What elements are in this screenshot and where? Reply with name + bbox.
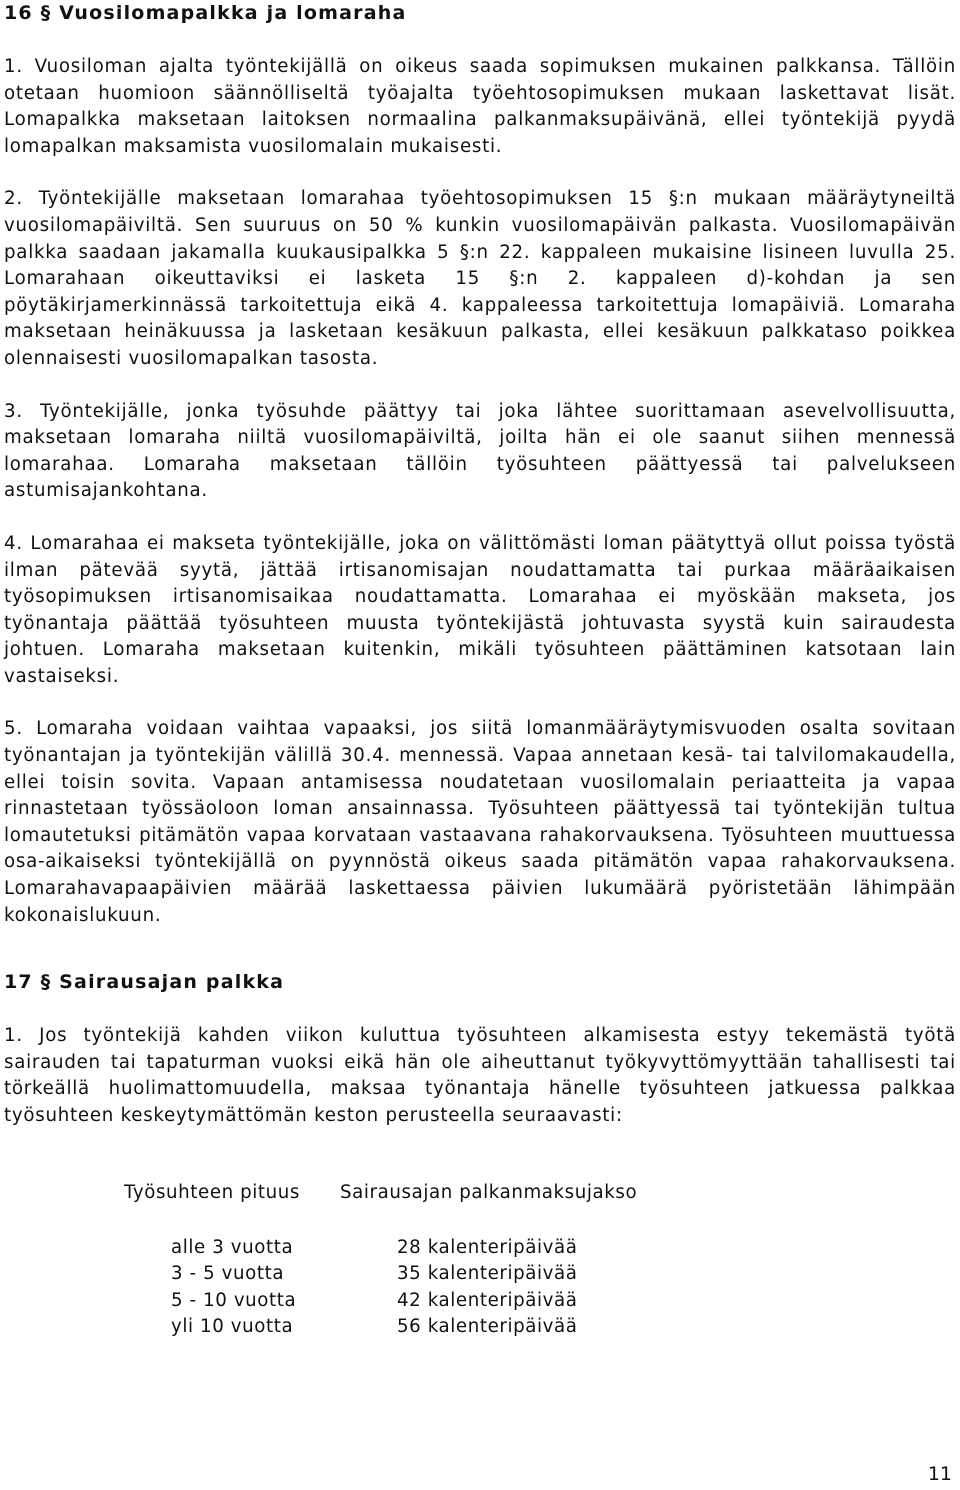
sick-pay-table-body [4, 1235, 956, 1341]
sick-pay-table [4, 1180, 956, 1341]
table-row [4, 1314, 956, 1341]
section-16-paragraph-5: 5. Lomaraha voidaan vaihtaa vapaaksi, jos siitä lomanmääräytymisvuoden osalta sovitaan työnantajan ja työntekijän välillä 30.4. mennessä. Vapaa annetaan kesä- tai talvilomakaudella, ellei toisin sovita. Vapaan antamisessa noudatetaan vuosilomalain periaatteita ja vapaa rinnastetaan työssäoloon loman ansainnassa. Työsuhteen päättyessä tai työntekijän tultua lomautetuksi pitämätön vapaa korvataan vastaavana rahakorvauksena. Työsuhteen muuttuessa osa-aikaiseksi työntekijällä on pyynnöstä oikeus saada pitämätön vapaa rahakorvauksena. Lomarahavapaapäivien määrää laskettaessa päivien lukumäärä pyöristetään lähimpään kokonaislukuun. [4, 718, 956, 926]
column-header-pay-period: Sairausajan palkanmaksujakso [340, 1181, 638, 1203]
table-row [4, 1288, 956, 1315]
pay-period-cell: 35 kalenteripäivää [397, 1263, 578, 1285]
section-16 [4, 0, 956, 929]
employment-length-cell: alle 3 vuotta [171, 1236, 294, 1258]
table-row [4, 1261, 956, 1288]
column-header-employment-length: Työsuhteen pituus [124, 1181, 300, 1203]
page-number: 11 [927, 1463, 952, 1485]
section-16-paragraph-4: 4. Lomarahaa ei makseta työntekijälle, joka on välittömästi loman päätyttyä ollut poissa työstä ilman pätevää syytä, jättää irtisanomisajan noudattamatta tai purkaa määräaikaisen työsopimuksen irtisanomisaikaa noudattamatta. Lomarahaa ei myöskään makseta, jos työnantaja päättää työsuhteen muusta työntekijästä johtuvasta syystä kuin sairaudesta johtuen. Lomaraha maksetaan kuitenkin, mikäli työsuhteen päättäminen katsotaan lain vastaiseksi. [4, 532, 956, 687]
section-16-heading: 16 § Vuosilomapalkka ja lomaraha [4, 2, 407, 24]
table-row [4, 1235, 956, 1262]
sick-pay-table-header [4, 1180, 956, 1207]
employment-length-cell: 5 - 10 vuotta [171, 1289, 297, 1311]
section-16-paragraph-1: 1. Vuosiloman ajalta työntekijällä on oikeus saada sopimuksen mukainen palkkansa. Tällöin otetaan huomioon säännölliseltä työajalta työehtosopimuksen mukaan laskettavat lisät. Lomapalkka maksetaan laitoksen normaalina palkanmaksupäivänä, ellei työntekijä pyydä lomapalkan maksamista vuosilomalain mukaisesti. [4, 56, 956, 157]
section-16-paragraph-3: 3. Työntekijälle, jonka työsuhde päättyy tai joka lähtee suorittamaan asevelvollisuutta, maksetaan lomaraha niiltä vuosilomapäiviltä, joilta hän ei ole saanut siihen mennessä lomarahaa. Lomaraha maksetaan tällöin työsuhteen päättyessä tai palvelukseen astumisajankohtana. [4, 400, 956, 502]
employment-length-cell: 3 - 5 vuotta [171, 1263, 285, 1285]
pay-period-cell: 42 kalenteripäivää [397, 1289, 578, 1311]
section-17-heading: 17 § Sairausajan palkka [4, 971, 285, 994]
pay-period-cell: 56 kalenteripäivää [397, 1316, 578, 1338]
employment-length-cell: yli 10 vuotta [171, 1316, 294, 1338]
section-16-paragraph-2: 2. Työntekijälle maksetaan lomarahaa työehtosopimuksen 15 §:n mukaan määräytyneiltä vuosilomapäiviltä. Sen suuruus on 50 % kunkin vuosilomapäivän palkasta. Vuosilomapäivän palkka saadaan jakamalla kuukausipalkka 5 §:n 22. kappaleen mukaisine lisineen luvulla 25. Lomarahaan oikeuttaviksi ei lasketa 15 §:n 2. kappaleen d)-kohdan ja sen pöytäkirjamerkinnässä tarkoitettuja eikä 4. kappaleessa tarkoitettuja lomapäiviä. Lomaraha maksetaan heinäkuussa ja lasketaan kesäkuun palkasta, ellei kesäkuun palkkataso poikkea olennaisesti vuosilomapalkan tasosta. [4, 188, 956, 369]
section-17 [4, 969, 956, 1341]
pay-period-cell: 28 kalenteripäivää [397, 1236, 578, 1258]
section-17-paragraph-1: 1. Jos työntekijä kahden viikon kuluttua työsuhteen alkamisesta estyy tekemästä työtä sairauden tai tapaturman vuoksi eikä hän ole aiheuttanut työkyvyttömyyttään tahallisesti tai törkeällä huolimattomuudella, maksaa työnantaja hänelle työsuhteen jatkuessa palkkaa työsuhteen keskeytymättömän keston perusteella seuraavasti: [4, 1025, 956, 1126]
document-page [4, 0, 956, 1341]
